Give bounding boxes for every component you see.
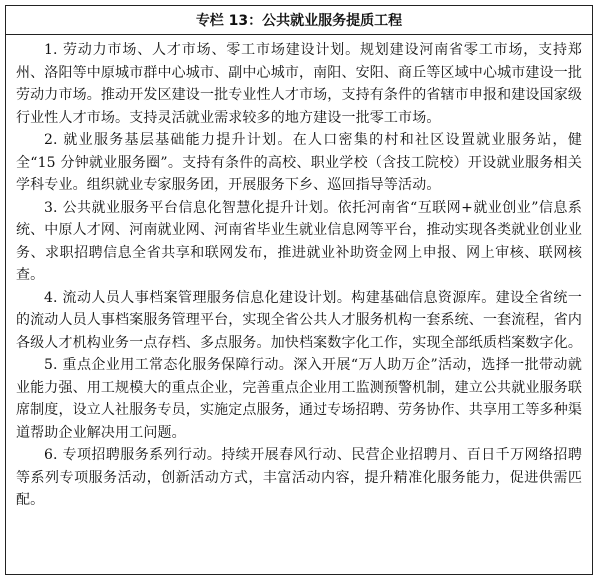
column-box	[5, 5, 593, 575]
item-paragraph-6: 6. 专项招聘服务系列行动。持续开展春风行动、民营企业招聘月、百日千万网络招聘等系列专项服务活动，创新活动方式，丰富活动内容，提升精准化服务能力，促进供需匹配。	[16, 447, 582, 508]
item-paragraph-5: 5. 重点企业用工常态化服务保障行动。深入开展“万人助万企”活动，选择一批带动就业能力强、用工规模大的重点企业，完善重点企业用工监测预警机制，建立公共就业服务联席制度，设立人社服务专员，实施定点服务，通过专场招聘、劳务协作、共享用工等多种渠道帮助企业解决用工问题。	[16, 357, 582, 441]
column-title: 专栏 13：公共就业服务提质工程	[6, 6, 592, 35]
column-body	[6, 35, 592, 512]
item-paragraph-1: 1. 劳动力市场、人才市场、零工市场建设计划。规划建设河南省零工市场，支持郑州、洛阳等中原城市群中心城市、副中心城市，南阳、安阳、商丘等区域中心城市建设一批劳动力市场。推动开发区建设一批专业性人才市场，支持有条件的省辖市申报和建设国家级行业性人才市场。支持灵活就业需求较多的地方建设一批零工市场。	[16, 42, 582, 126]
item-paragraph-3: 3. 公共就业服务平台信息化智慧化提升计划。依托河南省“互联网+就业创业”信息系统、中原人才网、河南就业网、河南省毕业生就业信息网等平台，推动实现各类就业创业业务、求职招聘信息全省共享和联网发布，推进就业补助资金网上申报、网上审核、联网核查。	[16, 199, 582, 283]
item-paragraph-2: 2. 就业服务基层基础能力提升计划。在人口密集的村和社区设置就业服务站，健全“15 分钟就业服务圈”。支持有条件的高校、职业学校（含技工院校）开设就业服务相关学科专业。组织就业专家服务团，开展服务下乡、巡回指导等活动。	[16, 132, 582, 193]
item-paragraph-4: 4. 流动人员人事档案管理服务信息化建设计划。构建基础信息资源库。建设全省统一的流动人员人事档案服务管理平台，实现全省公共人才服务机构一套系统、一套流程，省内各级人才机构业务一点存档、多点服务。加快档案数字化工作，实现全部纸质档案数字化。	[16, 289, 582, 351]
